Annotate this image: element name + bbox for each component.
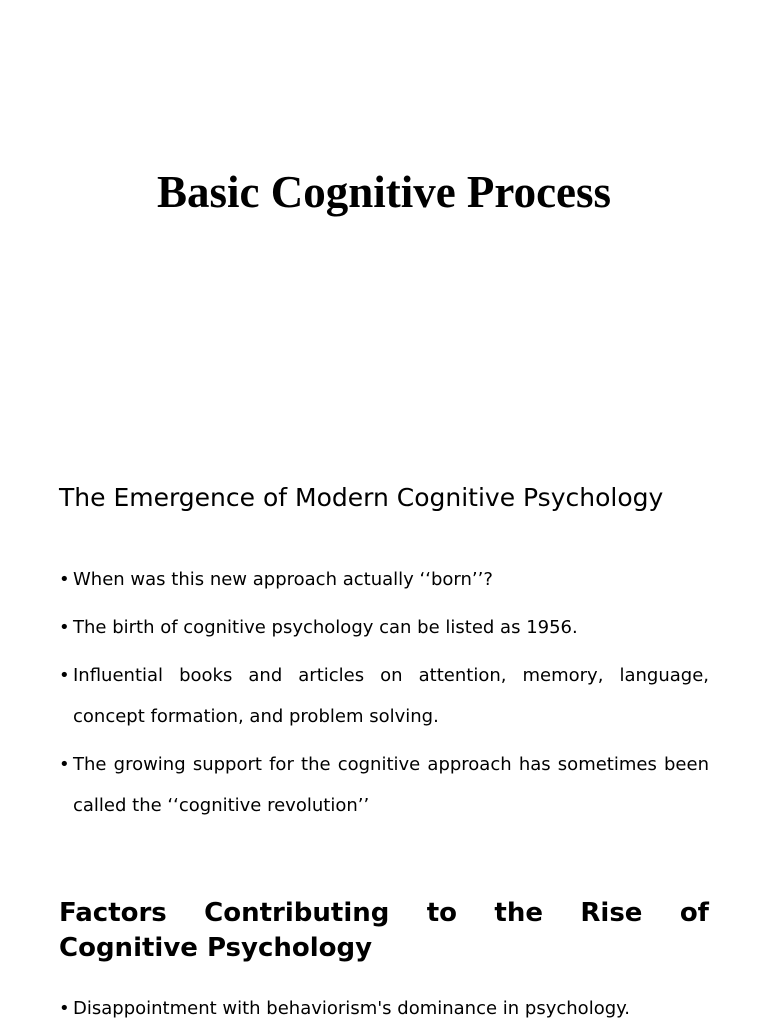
bullet-icon: • <box>59 754 70 775</box>
list-item <box>59 655 709 737</box>
section-heading-factors: Factors Contributing to the Rise of Cognitive Psychology <box>59 898 709 963</box>
list-item <box>59 559 709 600</box>
list-item <box>59 744 709 826</box>
bullet-icon: • <box>59 998 70 1019</box>
section-heading-emergence: The Emergence of Modern Cognitive Psychology <box>59 483 664 512</box>
bullet-icon: • <box>59 665 70 686</box>
bullet-icon: • <box>59 569 70 590</box>
list-item-text: The growing support for the cognitive approach has sometimes been called the ‘‘cognitive revolution’’ <box>73 754 709 816</box>
bullet-list-factors <box>59 990 709 1035</box>
list-item <box>59 990 709 1028</box>
list-item-text: Disappointment with behaviorism's dominance in psychology. <box>73 998 630 1019</box>
slide-title: Basic Cognitive Process <box>156 167 612 217</box>
bullet-list-emergence <box>59 559 709 833</box>
list-item <box>59 607 709 648</box>
list-item-text: The birth of cognitive psychology can be listed as 1956. <box>73 617 578 638</box>
bullet-icon: • <box>59 617 70 638</box>
list-item-text: Influential books and articles on attention, memory, language, concept formation, and problem solving. <box>73 665 709 727</box>
list-item-text: When was this new approach actually ‘‘born’’? <box>73 569 493 590</box>
